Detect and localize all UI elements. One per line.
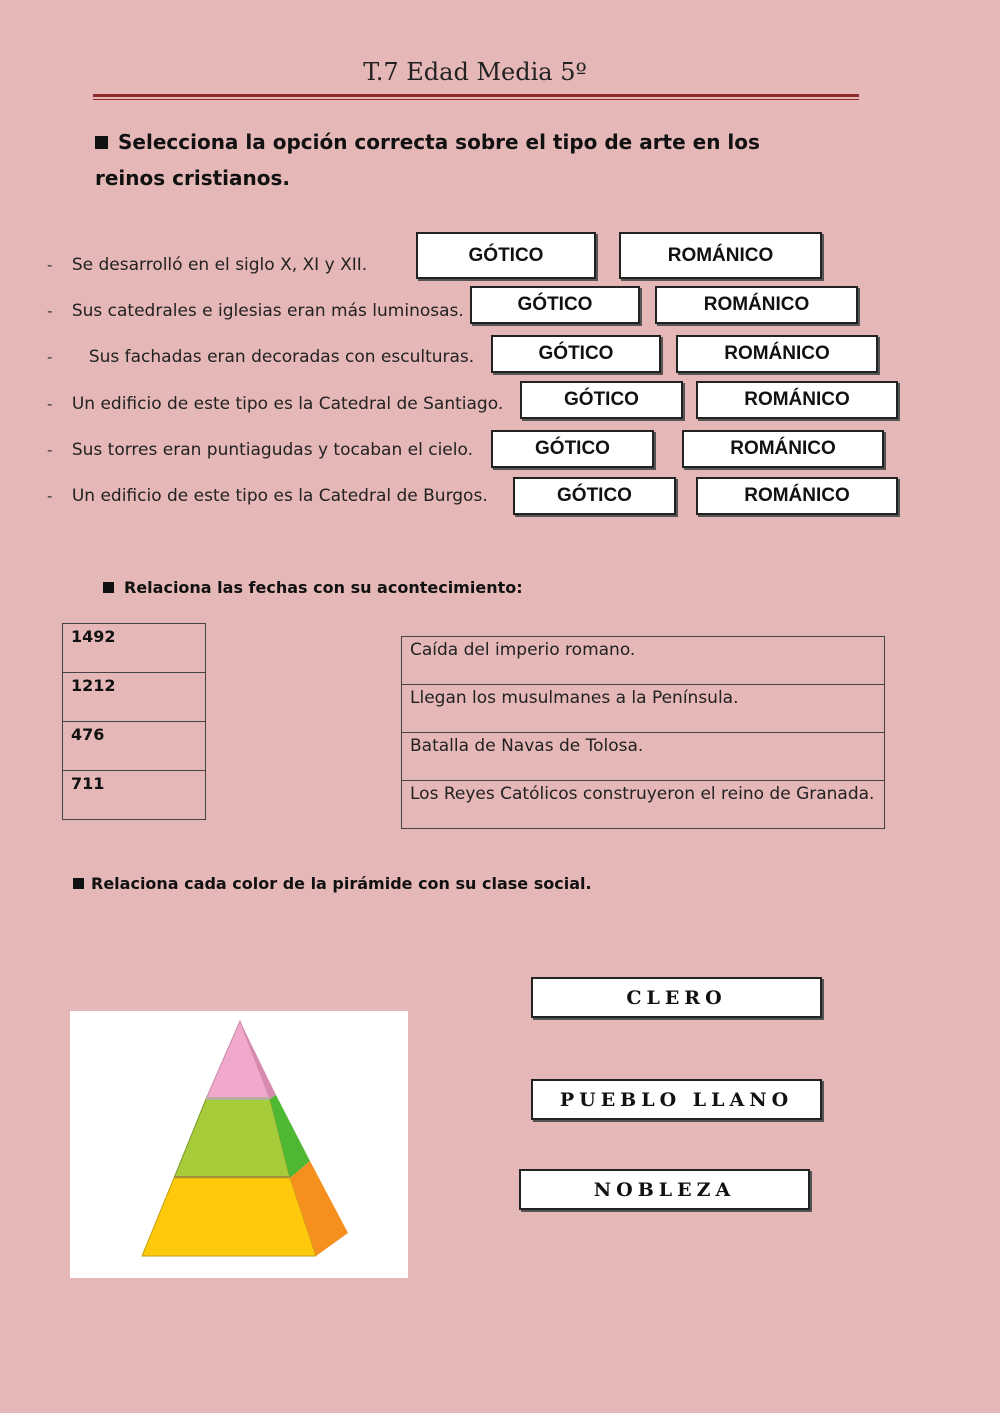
date-cell[interactable]: 711 <box>63 771 206 820</box>
question-text: Un edificio de este tipo es la Catedral de Burgos. <box>71 486 488 506</box>
question-bullet: - <box>47 256 53 274</box>
page-title: T.7 Edad Media 5º <box>363 58 587 86</box>
pyramid-middle-layer[interactable] <box>174 1099 290 1178</box>
option-gotico-5[interactable]: GÓTICO <box>491 430 654 468</box>
option-gotico-6[interactable]: GÓTICO <box>513 477 676 515</box>
question-text: Se desarrolló en el siglo X, XI y XII. <box>71 255 368 275</box>
option-gotico-3[interactable]: GÓTICO <box>491 335 661 373</box>
question-bullet: - <box>47 441 53 459</box>
square-bullet-icon <box>95 136 108 149</box>
square-bullet-icon <box>103 582 114 593</box>
option-romanico-4[interactable]: ROMÁNICO <box>696 381 898 419</box>
question-1 <box>47 255 367 275</box>
date-cell[interactable]: 1212 <box>63 673 206 722</box>
option-romanico-2[interactable]: ROMÁNICO <box>655 286 858 324</box>
question-text: Un edificio de este tipo es la Catedral de Santiago. <box>71 394 504 414</box>
question-4 <box>47 394 503 414</box>
option-romanico-1[interactable]: ROMÁNICO <box>619 232 822 279</box>
event-cell[interactable]: Batalla de Navas de Tolosa. <box>402 733 885 781</box>
option-romanico-6[interactable]: ROMÁNICO <box>696 477 898 515</box>
pyramid-top-layer[interactable] <box>206 1021 270 1099</box>
date-cell[interactable]: 476 <box>63 722 206 771</box>
dates-table <box>62 623 206 820</box>
question-2 <box>47 301 464 321</box>
pyramid-bottom-layer[interactable] <box>142 1178 316 1256</box>
question-6 <box>47 486 488 506</box>
title-divider-thin <box>93 99 859 100</box>
event-cell[interactable]: Los Reyes Católicos construyeron el reino de Granada. <box>402 781 885 829</box>
question-bullet: - <box>47 487 53 505</box>
question-bullet: - <box>47 302 53 320</box>
section2-heading <box>103 578 523 597</box>
question-text: Sus fachadas eran decoradas con esculturas. <box>88 347 475 367</box>
section1-heading-text: Selecciona la opción correcta sobre el tipo de arte en los reinos cristianos. <box>95 130 760 190</box>
events-table <box>401 636 885 829</box>
event-cell[interactable]: Caída del imperio romano. <box>402 637 885 685</box>
option-romanico-5[interactable]: ROMÁNICO <box>682 430 884 468</box>
question-bullet: - <box>47 348 53 366</box>
class-clero[interactable]: CLERO <box>531 977 822 1018</box>
option-gotico-1[interactable]: GÓTICO <box>416 232 596 279</box>
question-text: Sus catedrales e iglesias eran más luminosas. <box>71 301 464 321</box>
section2-heading-text: Relaciona las fechas con su acontecimiento: <box>124 578 523 597</box>
pyramid-image <box>70 1011 408 1278</box>
class-nobleza[interactable]: NOBLEZA <box>519 1169 810 1210</box>
section3-heading <box>73 874 592 893</box>
option-romanico-3[interactable]: ROMÁNICO <box>676 335 878 373</box>
pyramid-separator <box>206 1097 270 1100</box>
question-text: Sus torres eran puntiagudas y tocaban el cielo. <box>71 440 473 460</box>
question-5 <box>47 440 473 460</box>
option-gotico-2[interactable]: GÓTICO <box>470 286 640 324</box>
section3-heading-text: Relaciona cada color de la pirámide con su clase social. <box>91 874 592 893</box>
date-cell[interactable]: 1492 <box>63 624 206 673</box>
title-divider <box>93 94 859 97</box>
question-bullet: - <box>47 395 53 413</box>
question-3 <box>47 347 474 367</box>
square-bullet-icon <box>73 878 84 889</box>
section1-heading <box>95 124 835 196</box>
event-cell[interactable]: Llegan los musulmanes a la Península. <box>402 685 885 733</box>
option-gotico-4[interactable]: GÓTICO <box>520 381 683 419</box>
class-pueblo-llano[interactable]: PUEBLO LLANO <box>531 1079 822 1120</box>
pyramid-svg <box>70 1011 408 1278</box>
